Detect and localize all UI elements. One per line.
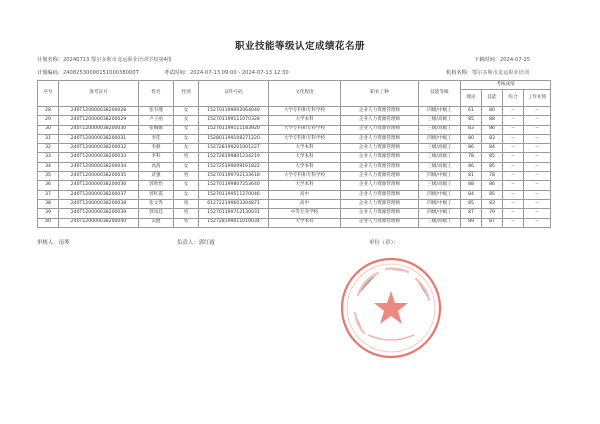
header-theory: 理论 bbox=[461, 90, 482, 107]
skill-score-cell: 85 bbox=[482, 190, 503, 199]
no-cell: 31 bbox=[38, 134, 59, 143]
table-row bbox=[38, 125, 551, 134]
id-number-cell: 152801199108271220 bbox=[199, 134, 269, 143]
occupation-cell: 企业人力资源管理师 bbox=[341, 107, 419, 116]
skill-score-cell: 83 bbox=[482, 199, 503, 208]
header-ticket: 准考证号 bbox=[59, 81, 139, 107]
download-time-value: 2024-07-25 bbox=[499, 57, 531, 63]
education-cell: 大学专科和专科学校 bbox=[269, 107, 341, 116]
education-cell: 大学本科 bbox=[269, 144, 341, 153]
name-cell: 李科 bbox=[139, 153, 174, 162]
no-cell: 35 bbox=[38, 172, 59, 181]
gender-cell: 女 bbox=[174, 134, 199, 143]
exam-time-value: 2024-07-13 09:00 - 2024-07-13 12:30 bbox=[189, 70, 289, 76]
level-cell: 三级/高级工 bbox=[419, 218, 461, 227]
composite-score-cell: -- bbox=[503, 209, 524, 218]
download-time bbox=[474, 56, 530, 63]
plan-name-label: 计划名称： bbox=[37, 57, 63, 63]
composite-score-cell: -- bbox=[503, 218, 524, 227]
header-occupation: 职业工种 bbox=[341, 81, 419, 107]
org-name-value: 鄂尔多斯市龙运职业培训 bbox=[471, 70, 530, 76]
table-row bbox=[38, 199, 551, 208]
table-row bbox=[38, 153, 551, 162]
occupation-cell: 企业人力资源管理师 bbox=[341, 153, 419, 162]
table-row bbox=[38, 116, 551, 125]
skill-score-cell: 80 bbox=[482, 107, 503, 116]
level-cell: 三级/高级工 bbox=[419, 125, 461, 134]
plan-code-label: 计划编码： bbox=[37, 70, 63, 76]
no-cell: 39 bbox=[38, 209, 59, 218]
theory-score-cell: 78 bbox=[461, 153, 482, 162]
download-time-label: 下载时间： bbox=[474, 57, 500, 63]
education-cell: 大学本科 bbox=[269, 153, 341, 162]
gender-cell: 男 bbox=[174, 199, 199, 208]
table-row bbox=[38, 181, 551, 190]
no-cell: 34 bbox=[38, 162, 59, 171]
work-score-cell: -- bbox=[524, 172, 551, 181]
table-row bbox=[38, 107, 551, 116]
header-gender: 性别 bbox=[174, 81, 199, 107]
gender-cell: 女 bbox=[174, 107, 199, 116]
plan-name-value: 20240713 鄂尔多斯市龙运职业培训学校第4批 bbox=[62, 57, 173, 63]
level-cell: 四级/中级工 bbox=[419, 134, 461, 143]
gender-cell: 女 bbox=[174, 144, 199, 153]
no-cell: 37 bbox=[38, 190, 59, 199]
name-cell: 张文秀 bbox=[139, 199, 174, 208]
ticket-cell: 240T120000038200036 bbox=[59, 181, 139, 190]
name-cell: 李佳 bbox=[139, 134, 174, 143]
header-id-number: 证件号码 bbox=[199, 81, 269, 107]
name-cell: 武强 bbox=[139, 172, 174, 181]
org-name-label: 机构名称： bbox=[446, 70, 472, 76]
education-cell: 中等专业学校 bbox=[269, 209, 341, 218]
id-number-cell: 152701199712130031 bbox=[199, 209, 269, 218]
education-cell: 大学本科 bbox=[269, 116, 341, 125]
composite-score-cell: -- bbox=[503, 199, 524, 208]
official-seal-icon bbox=[338, 255, 444, 361]
name-cell: 李静 bbox=[139, 144, 174, 153]
level-cell: 四级/中级工 bbox=[419, 172, 461, 181]
lead bbox=[177, 238, 215, 246]
table-row bbox=[38, 190, 551, 199]
theory-score-cell: 86 bbox=[461, 162, 482, 171]
level-cell: 三级/高级工 bbox=[419, 116, 461, 125]
id-number-cell: 152701199807253640 bbox=[199, 181, 269, 190]
education-cell: 大学专科和专科学校 bbox=[269, 172, 341, 181]
composite-score-cell: -- bbox=[503, 116, 524, 125]
ticket-cell: 240T120000038200039 bbox=[59, 209, 139, 218]
plan-code bbox=[37, 69, 139, 76]
reviewer bbox=[37, 238, 69, 246]
work-score-cell: -- bbox=[524, 162, 551, 171]
ticket-cell: 240T120000038200029 bbox=[59, 116, 139, 125]
name-cell: 吴健 bbox=[139, 218, 174, 227]
ticket-cell: 240T120000038200032 bbox=[59, 144, 139, 153]
id-number-cell: 152701199511270046 bbox=[199, 190, 269, 199]
education-cell: 高中 bbox=[269, 199, 341, 208]
composite-score-cell: -- bbox=[503, 144, 524, 153]
occupation-cell: 企业人力资源管理师 bbox=[341, 190, 419, 199]
level-cell: 四级/中级工 bbox=[419, 190, 461, 199]
level-cell: 三级/高级工 bbox=[419, 162, 461, 171]
composite-score-cell: -- bbox=[503, 172, 524, 181]
id-number-cell: 152701199702133618 bbox=[199, 172, 269, 181]
no-cell: 29 bbox=[38, 116, 59, 125]
theory-score-cell: 83 bbox=[461, 125, 482, 134]
id-number-cell: 152701199111183920 bbox=[199, 125, 269, 134]
gender-cell: 男 bbox=[174, 153, 199, 162]
gender-cell: 女 bbox=[174, 162, 199, 171]
lead-label: 负责人： bbox=[177, 240, 199, 246]
theory-score-cell: 86 bbox=[461, 144, 482, 153]
ticket-cell: 240T120000038200037 bbox=[59, 190, 139, 199]
header-scores-group: 考核成绩 bbox=[461, 81, 551, 90]
theory-score-cell: 84 bbox=[461, 190, 482, 199]
id-number-cell: 152725199009161822 bbox=[199, 162, 269, 171]
ticket-cell: 240T120000038200030 bbox=[59, 125, 139, 134]
composite-score-cell: -- bbox=[503, 134, 524, 143]
gender-cell: 女 bbox=[174, 116, 199, 125]
occupation-cell: 企业人力资源管理师 bbox=[341, 144, 419, 153]
composite-score-cell: -- bbox=[503, 190, 524, 199]
table-row bbox=[38, 218, 551, 227]
name-cell: 郭凤廷 bbox=[139, 209, 174, 218]
table-row bbox=[38, 209, 551, 218]
name-cell: 张娜娜 bbox=[139, 125, 174, 134]
gender-cell: 女 bbox=[174, 190, 199, 199]
skill-score-cell: 85 bbox=[482, 153, 503, 162]
occupation-cell: 企业人力资源管理师 bbox=[341, 199, 419, 208]
lead-value: 郭红霞 bbox=[198, 240, 215, 246]
gender-cell: 女 bbox=[174, 181, 199, 190]
no-cell: 40 bbox=[38, 218, 59, 227]
no-cell: 30 bbox=[38, 125, 59, 134]
education-cell: 大学本科 bbox=[269, 181, 341, 190]
skill-score-cell: 86 bbox=[482, 181, 503, 190]
id-number-cell: 152701199002064040 bbox=[199, 107, 269, 116]
id-number-cell: 152728199801234219 bbox=[199, 153, 269, 162]
table-row bbox=[38, 162, 551, 171]
name-cell: 高茜 bbox=[139, 162, 174, 171]
theory-score-cell: 88 bbox=[461, 181, 482, 190]
occupation-cell: 企业人力资源管理师 bbox=[341, 162, 419, 171]
occupation-cell: 企业人力资源管理师 bbox=[341, 134, 419, 143]
skill-score-cell: 88 bbox=[482, 116, 503, 125]
ticket-cell: 240T120000038200028 bbox=[59, 107, 139, 116]
work-score-cell: -- bbox=[524, 134, 551, 143]
name-cell: 张有瑾 bbox=[139, 107, 174, 116]
exam-time bbox=[164, 69, 289, 76]
level-cell: 三级/高级工 bbox=[419, 153, 461, 162]
work-score-cell: -- bbox=[524, 153, 551, 162]
work-score-cell: -- bbox=[524, 209, 551, 218]
gender-cell: 男 bbox=[174, 209, 199, 218]
header-name: 姓名 bbox=[139, 81, 174, 107]
exam-time-label: 考试时间： bbox=[164, 70, 190, 76]
theory-score-cell: 85 bbox=[461, 116, 482, 125]
results-table-body bbox=[38, 107, 551, 228]
skill-score-cell: 83 bbox=[482, 134, 503, 143]
work-score-cell: -- bbox=[524, 190, 551, 199]
no-cell: 36 bbox=[38, 181, 59, 190]
skill-score-cell: 85 bbox=[482, 162, 503, 171]
education-cell: 大学专科和专科学校 bbox=[269, 134, 341, 143]
name-cell: 郭欣怡 bbox=[139, 181, 174, 190]
gender-cell: 男 bbox=[174, 172, 199, 181]
header-skill: 技能 bbox=[482, 90, 503, 107]
org-name bbox=[446, 69, 529, 76]
header-work: 工作业绩 bbox=[524, 90, 551, 107]
skill-score-cell: 79 bbox=[482, 209, 503, 218]
page-title: 职业技能等级认定成绩花名册 bbox=[234, 41, 365, 52]
work-score-cell: -- bbox=[524, 107, 551, 116]
skill-score-cell: 84 bbox=[482, 144, 503, 153]
theory-score-cell: 89 bbox=[461, 218, 482, 227]
table-row bbox=[38, 134, 551, 143]
ticket-cell: 240T120000038200031 bbox=[59, 134, 139, 143]
work-score-cell: -- bbox=[524, 199, 551, 208]
composite-score-cell: -- bbox=[503, 162, 524, 171]
unit-stamp-label: 单位（章）： bbox=[369, 240, 399, 246]
ticket-cell: 240T120000038200035 bbox=[59, 172, 139, 181]
reviewer-value: 南琴 bbox=[58, 240, 70, 246]
id-number-cell: 612722199603304871 bbox=[199, 199, 269, 208]
header-level: 技能等级 bbox=[419, 81, 461, 107]
level-cell: 三级/高级工 bbox=[419, 181, 461, 190]
no-cell: 28 bbox=[38, 107, 59, 116]
no-cell: 38 bbox=[38, 199, 59, 208]
id-number-cell: 152701199111070328 bbox=[199, 116, 269, 125]
level-cell: 四级/中级工 bbox=[419, 199, 461, 208]
education-cell: 大学专科和专科学校 bbox=[269, 125, 341, 134]
theory-score-cell: 81 bbox=[461, 172, 482, 181]
work-score-cell: -- bbox=[524, 116, 551, 125]
results-table bbox=[37, 80, 551, 228]
skill-score-cell: 78 bbox=[482, 172, 503, 181]
occupation-cell: 企业人力资源管理师 bbox=[341, 172, 419, 181]
name-cell: 卢子函 bbox=[139, 116, 174, 125]
ticket-cell: 240T120000038200033 bbox=[59, 153, 139, 162]
ticket-cell: 240T120000038200034 bbox=[59, 162, 139, 171]
education-cell: 大学本科 bbox=[269, 162, 341, 171]
composite-score-cell: -- bbox=[503, 107, 524, 116]
theory-score-cell: 61 bbox=[461, 107, 482, 116]
work-score-cell: -- bbox=[524, 125, 551, 134]
theory-score-cell: 87 bbox=[461, 209, 482, 218]
level-cell: 四级/中级工 bbox=[419, 107, 461, 116]
composite-score-cell: -- bbox=[503, 125, 524, 134]
header-no: 序号 bbox=[38, 81, 59, 107]
id-number-cell: 152728199011010034 bbox=[199, 218, 269, 227]
composite-score-cell: -- bbox=[503, 181, 524, 190]
work-score-cell: -- bbox=[524, 144, 551, 153]
theory-score-cell: 85 bbox=[461, 199, 482, 208]
ticket-cell: 240T120000038200038 bbox=[59, 199, 139, 208]
table-row bbox=[38, 172, 551, 181]
ticket-cell: 240T120000038200040 bbox=[59, 218, 139, 227]
id-number-cell: 152728199201001227 bbox=[199, 144, 269, 153]
theory-score-cell: 80 bbox=[461, 134, 482, 143]
name-cell: 郭红霞 bbox=[139, 190, 174, 199]
occupation-cell: 企业人力资源管理师 bbox=[341, 218, 419, 227]
no-cell: 33 bbox=[38, 153, 59, 162]
level-cell: 四级/中级工 bbox=[419, 209, 461, 218]
occupation-cell: 企业人力资源管理师 bbox=[341, 209, 419, 218]
plan-code-value: 2408253000015100038000T bbox=[62, 70, 139, 76]
education-cell: 高中 bbox=[269, 190, 341, 199]
skill-score-cell: 86 bbox=[482, 125, 503, 134]
occupation-cell: 企业人力资源管理师 bbox=[341, 125, 419, 134]
education-cell: 大学本科 bbox=[269, 218, 341, 227]
skill-score-cell: 87 bbox=[482, 218, 503, 227]
reviewer-label: 审核人： bbox=[37, 240, 59, 246]
level-cell: 三级/高级工 bbox=[419, 144, 461, 153]
work-score-cell: -- bbox=[524, 218, 551, 227]
composite-score-cell: -- bbox=[503, 153, 524, 162]
header-education: 文化程度 bbox=[269, 81, 341, 107]
gender-cell: 女 bbox=[174, 125, 199, 134]
gender-cell: 男 bbox=[174, 218, 199, 227]
work-score-cell: -- bbox=[524, 181, 551, 190]
no-cell: 32 bbox=[38, 144, 59, 153]
header-composite: 综合 bbox=[503, 90, 524, 107]
occupation-cell: 企业人力资源管理师 bbox=[341, 116, 419, 125]
occupation-cell: 企业人力资源管理师 bbox=[341, 181, 419, 190]
plan-name bbox=[37, 56, 172, 63]
table-row bbox=[38, 144, 551, 153]
